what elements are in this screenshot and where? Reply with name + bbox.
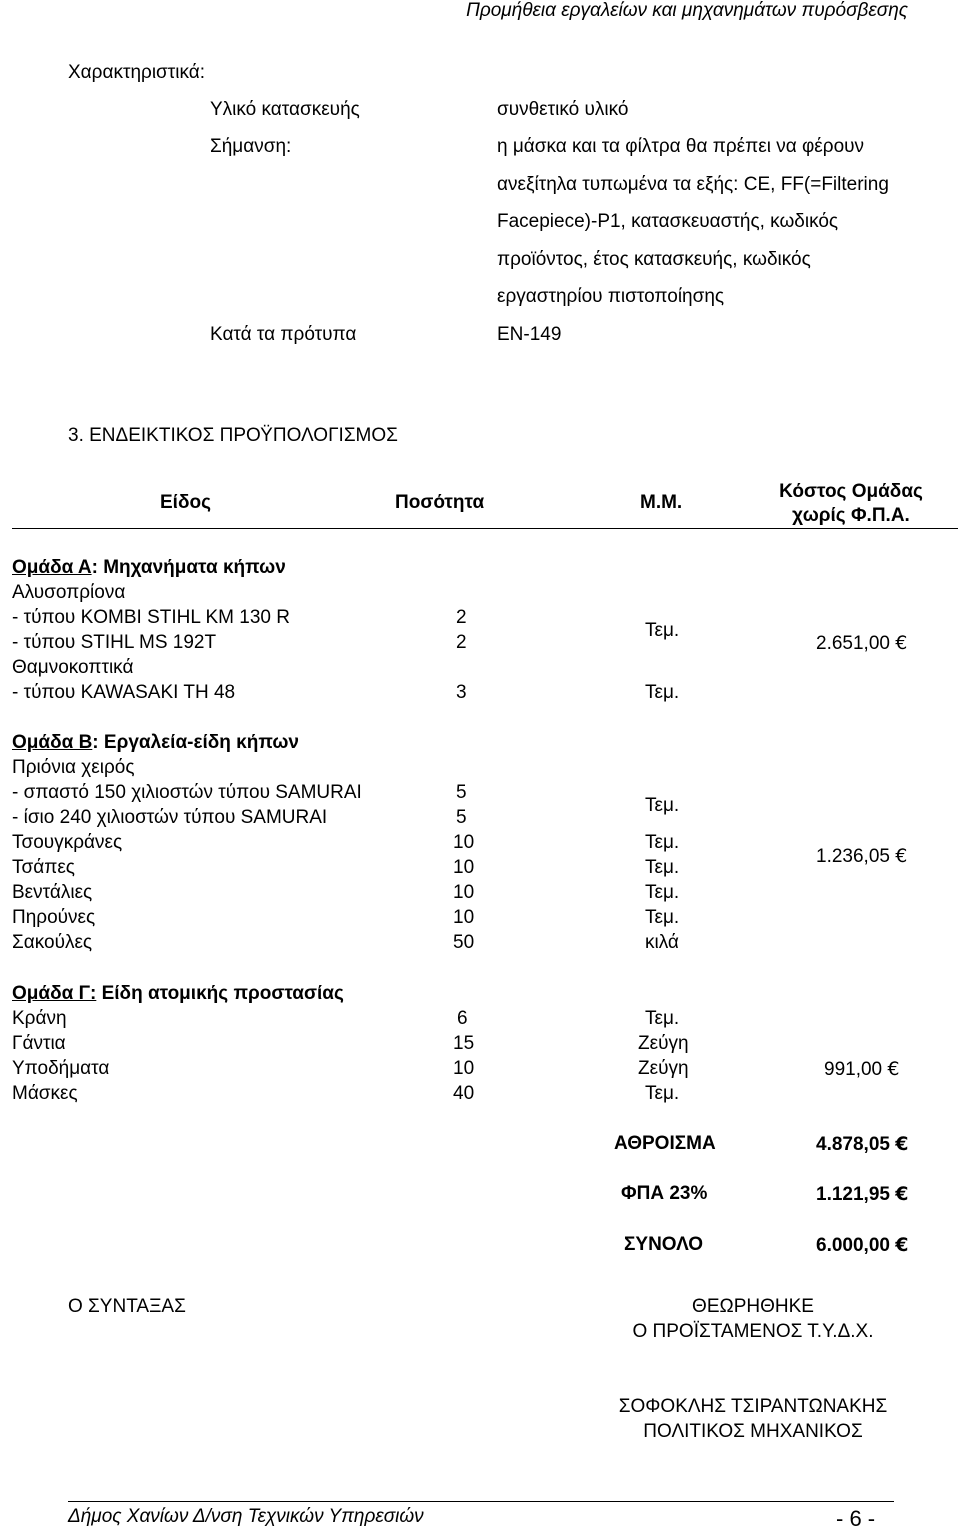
group-c-row-item: Υποδήματα: [12, 1058, 110, 1079]
group-b-row-item: Τσάπες: [12, 857, 75, 878]
standard-label: Κατά τα πρότυπα: [210, 324, 357, 345]
group-c-row-item: Γάντια: [12, 1033, 66, 1054]
characteristics-heading: Χαρακτηριστικά:: [68, 62, 206, 83]
group-c-row-qty: 40: [453, 1083, 475, 1104]
marking-label: Σήμανση:: [210, 136, 292, 157]
group-b-row-unit: κιλά: [645, 932, 679, 953]
col-header-unit: Μ.Μ.: [640, 492, 683, 513]
footer-divider: [68, 1501, 894, 1502]
group-a-cost-value: 2.651,00: [816, 633, 890, 654]
material-value: συνθετικό υλικό: [497, 99, 629, 120]
footer-department: Δήμος Χανίων Δ/νση Τεχνικών Υπηρεσιών: [68, 1506, 424, 1527]
sum-label: ΑΘΡΟΙΣΜΑ: [614, 1133, 716, 1154]
group-a-row-qty: 2: [456, 632, 467, 653]
group-b-row-qty: 50: [453, 932, 475, 953]
group-b-row-unit: Τεμ.: [645, 907, 680, 928]
euro-icon: €: [887, 1058, 900, 1080]
group-b-row-qty: 5: [456, 782, 467, 803]
group-a-name: : Μηχανήματα κήπων: [91, 557, 286, 578]
table-header-divider: [12, 528, 958, 529]
author-label: Ο ΣΥΝΤΑΞΑΣ: [68, 1296, 186, 1317]
group-b-row-qty: 10: [453, 857, 475, 878]
euro-icon: €: [895, 1234, 909, 1256]
group-b-row-item: - ίσιο 240 χιλιοστών τύπου SAMURAI: [12, 807, 328, 828]
group-b-row-item: Πηρούνες: [12, 907, 96, 928]
group-b-cost: [816, 845, 907, 869]
group-a-row-unit: Τεμ.: [645, 682, 680, 703]
group-b-row-qty: 5: [456, 807, 467, 828]
group-c-name: Είδη ατομικής προστασίας: [96, 983, 344, 1004]
euro-icon: €: [895, 845, 908, 867]
standard-value: EN-149: [497, 324, 562, 345]
group-b-row-qty: 10: [453, 907, 475, 928]
col-header-quantity: Ποσότητα: [395, 492, 485, 513]
approved-title: Ο ΠΡΟΪΣΤΑΜΕΝΟΣ Τ.Υ.Δ.Χ.: [632, 1321, 874, 1342]
group-c-row-qty: 10: [453, 1058, 475, 1079]
group-b-title: [12, 732, 299, 755]
group-b-subheading: Πριόνια χειρός: [12, 757, 135, 778]
col-header-cost-line2: χωρίς Φ.Π.Α.: [792, 505, 910, 526]
sum-total: [816, 1133, 908, 1157]
marking-line: η μάσκα και τα φίλτρα θα πρέπει να φέρουν: [497, 136, 865, 157]
group-a-row-qty: 2: [456, 607, 467, 628]
group-c-row-qty: 6: [457, 1008, 468, 1029]
section-title: 3. ΕΝΔΕΙΚΤΙΚΟΣ ΠΡΟΫΠΟΛΟΓΙΣΜΟΣ: [68, 425, 398, 446]
grand-total: [816, 1234, 908, 1258]
signer-title: ΠΟΛΙΤΙΚΟΣ ΜΗΧΑΝΙΚΟΣ: [643, 1421, 863, 1442]
group-c-row-item: Μάσκες: [12, 1083, 78, 1104]
group-a-row-item: - τύπου KAWASAKI TH 48: [12, 682, 236, 703]
col-header-cost-line1: Κόστος Ομάδας: [779, 481, 923, 502]
grand-total-label: ΣΥΝΟΛΟ: [624, 1234, 704, 1255]
marking-line: Facepiece)-P1, κατασκευαστής, κωδικός: [497, 211, 839, 232]
marking-line: εργαστηρίου πιστοποίησης: [497, 286, 725, 307]
marking-line: ανεξίτηλα τυπωμένα τα εξής: CE, FF(=Filtering: [497, 174, 889, 195]
euro-icon: €: [895, 632, 908, 654]
group-b-row-item: - σπαστό 150 χιλιοστών τύπου SAMURAI: [12, 782, 362, 803]
vat-label: ΦΠΑ 23%: [621, 1183, 708, 1204]
group-a-subheading: Θαμνοκοπτικά: [12, 657, 134, 678]
group-c-cost-value: 991,00: [824, 1059, 883, 1080]
group-c-row-item: Κράνη: [12, 1008, 67, 1029]
approved-label: ΘΕΩΡΗΘΗΚΕ: [692, 1296, 814, 1317]
group-b-row-item: Σακούλες: [12, 932, 93, 953]
group-a-row-qty: 3: [456, 682, 467, 703]
group-a-row-item: - τύπου KOMBI STIHL KM 130 R: [12, 607, 290, 628]
group-a-subheading: Αλυσοπρίονα: [12, 582, 126, 603]
group-b-cost-value: 1.236,05: [816, 846, 890, 867]
group-b-prefix: Ομάδα Β: [12, 732, 93, 753]
group-b-row-unit: Τεμ.: [645, 832, 680, 853]
group-a-cost: [816, 632, 907, 656]
marking-line: προϊόντος, έτος κατασκευής, κωδικός: [497, 249, 811, 270]
group-a-prefix: Ομάδα Α: [12, 557, 92, 578]
group-a-row-unit: Τεμ.: [645, 620, 680, 641]
group-c-cost: [824, 1058, 900, 1082]
group-b-row-item: Τσουγκράνες: [12, 832, 123, 853]
group-c-row-unit: Τεμ.: [645, 1008, 680, 1029]
vat-total: [816, 1183, 908, 1207]
euro-icon: €: [895, 1183, 909, 1205]
euro-icon: €: [895, 1133, 909, 1155]
document-header-title: Προμήθεια εργαλείων και μηχανημάτων πυρόσβεσης: [466, 0, 908, 21]
grand-total-value: 6.000,00: [816, 1235, 890, 1256]
group-b-row-qty: 10: [453, 832, 475, 853]
col-header-item: Είδος: [160, 492, 211, 513]
material-label: Υλικό κατασκευής: [210, 99, 360, 120]
group-b-row-unit: Τεμ.: [645, 882, 680, 903]
group-b-row-unit: Τεμ.: [645, 857, 680, 878]
group-c-row-qty: 15: [453, 1033, 475, 1054]
group-c-row-unit: Ζεύγη: [638, 1058, 689, 1079]
sum-value: 4.878,05: [816, 1134, 890, 1155]
group-b-row-unit: Τεμ.: [645, 795, 680, 816]
group-c-row-unit: Τεμ.: [645, 1083, 680, 1104]
group-a-row-item: - τύπου STIHL MS 192T: [12, 632, 217, 653]
group-c-prefix: Ομάδα Γ:: [12, 983, 97, 1004]
vat-value: 1.121,95: [816, 1184, 890, 1205]
group-c-row-unit: Ζεύγη: [638, 1033, 689, 1054]
group-b-row-item: Βεντάλιες: [12, 882, 93, 903]
group-c-title: [12, 983, 344, 1006]
page-number: - 6 -: [836, 1506, 876, 1531]
group-a-title: [12, 557, 286, 580]
signer-name: ΣΟΦΟΚΛΗΣ ΤΣΙΡΑΝΤΩΝΑΚΗΣ: [618, 1396, 888, 1417]
group-b-row-qty: 10: [453, 882, 475, 903]
group-b-name: : Εργαλεία-είδη κήπων: [92, 732, 299, 753]
